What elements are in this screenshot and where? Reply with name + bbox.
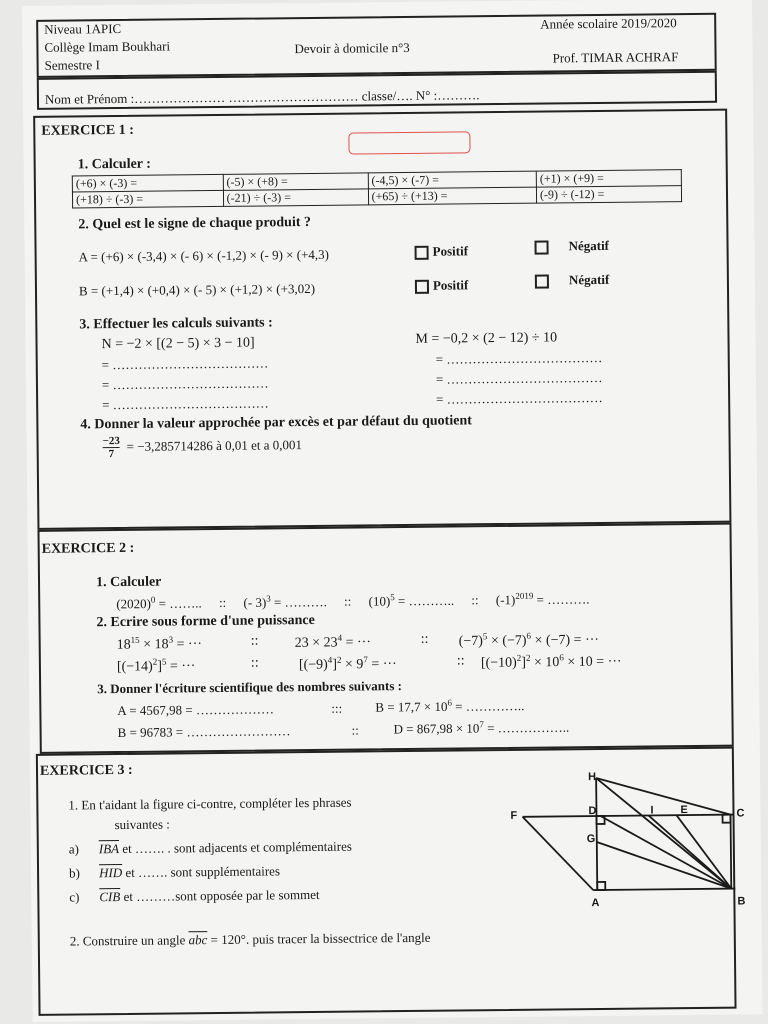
exponent: 5	[390, 592, 395, 603]
exponent: 2	[525, 652, 531, 663]
item-label: a)	[68, 841, 80, 857]
school-year: Année scolaire 2019/2020	[540, 15, 677, 32]
q2-text: = 120°. puis tracer la bissectrice de l'angle	[207, 929, 431, 948]
ex3-q1-line1: 1. En t'aidant la figure ci-contre, compléter les phrases	[68, 794, 352, 813]
ex3-q1-line2: suivantes :	[114, 816, 170, 833]
angle-name: $\overline{abc}$	[188, 932, 208, 948]
answer-line: = ………………………………	[435, 369, 603, 387]
geometry-figure	[508, 762, 750, 915]
power-item-3	[459, 630, 600, 650]
ex2-q2: 2. Ecrire sous forme d'une puissance	[96, 612, 315, 631]
sci-text: D = 867,98 × 10	[393, 720, 480, 737]
highlight-box	[348, 131, 470, 154]
exponent: 5	[482, 631, 488, 642]
power-text: = ···	[342, 635, 372, 651]
point-f: F	[510, 809, 518, 822]
line-fa	[523, 816, 594, 891]
answer-line: = ………………………………	[101, 375, 269, 393]
sci-text: B = 17,7 × 10	[375, 698, 448, 715]
calc-item: = ……….	[270, 594, 327, 610]
answer-line: = ………………………………	[101, 355, 269, 373]
separator: ::	[351, 722, 359, 738]
positive-label: Positif	[432, 243, 469, 259]
name-line: Nom et Prénom :………………… ………………………… classe/…. N° :……….	[44, 87, 480, 107]
exponent: 2019	[515, 590, 534, 601]
power-item-1	[117, 634, 202, 654]
power-text: [(−10)	[480, 655, 517, 671]
exponent: 7	[363, 654, 368, 665]
ex2-q1: 1. Calculer	[95, 574, 162, 591]
exponent: 5	[161, 656, 167, 667]
power-text: [(−9)	[298, 657, 328, 673]
sci-c: B = 96783 = ……………………	[117, 723, 291, 741]
line-ab	[593, 889, 735, 890]
table-cell: (+6) × (-3) =	[72, 174, 223, 192]
sci-text: = …………..	[451, 698, 525, 714]
expr-m: M = −0,2 × (2 − 12) ÷ 10	[415, 330, 558, 347]
item-label: b)	[69, 865, 81, 881]
point-a: A	[591, 897, 600, 910]
calc-item: = ……..	[155, 595, 202, 611]
checkbox[interactable]	[415, 280, 429, 294]
college: Collège Imam Boukhari	[44, 38, 171, 55]
approx-text: = −3,285714286 à 0,01 et a 0,001	[126, 437, 303, 454]
fraction	[102, 435, 120, 460]
power-text: = ···	[367, 656, 397, 673]
power-text: = ···	[166, 658, 196, 675]
power-text: [(−14)	[116, 659, 153, 675]
table-cell: (+1) × (+9) =	[536, 170, 681, 188]
item-text: et ……. . sont adjacents et complémentaires	[118, 838, 352, 857]
ex1-q3: 3. Effectuer les calculs suivants :	[79, 315, 273, 333]
item-text: et ………sont opposée par le sommet	[120, 886, 320, 905]
line-hd	[596, 778, 597, 890]
power-item-6	[481, 652, 622, 672]
line-hc	[596, 777, 730, 816]
ex2-q3: 3. Donner l'écriture scientifique des nombres suivants :	[97, 678, 402, 697]
table-cell: (-5) × (+8) =	[223, 173, 368, 191]
power-text: ]	[332, 657, 338, 673]
separator: ::	[218, 595, 227, 611]
checkbox[interactable]	[535, 275, 549, 289]
exponent: 2	[152, 656, 158, 667]
ex3-title: EXERCICE 3 :	[39, 762, 133, 779]
exponent: 6	[447, 697, 452, 708]
point-e: E	[680, 804, 688, 817]
power-text: ]	[521, 655, 527, 671]
power-text: ]	[157, 659, 163, 675]
power-text: × (−7)	[487, 633, 527, 649]
calc-item: = ………..	[394, 592, 455, 609]
ex3-item-a	[69, 839, 352, 858]
separator: ::	[456, 653, 465, 669]
exponent: 6	[559, 652, 564, 663]
power-text: × 10 = ···	[563, 654, 622, 671]
niveau: Niveau 1APIC	[44, 20, 122, 37]
exponent: 0	[150, 594, 156, 605]
right-angle-c	[723, 815, 731, 823]
ex3-item-b	[69, 863, 280, 881]
table-cell: (+18) ÷ (-3) =	[72, 190, 223, 208]
separator: ::	[250, 633, 259, 649]
ex2-title: EXERCICE 2 :	[41, 540, 135, 557]
power-item-2	[295, 632, 371, 651]
ex1-q4: 4. Donner la valeur approchée par excès et par défaut du quotient	[80, 413, 472, 433]
semestre: Semestre I	[44, 57, 100, 73]
power-item-5	[299, 654, 397, 674]
sci-b	[375, 697, 524, 716]
calc-item: (10)	[368, 593, 391, 609]
checkbox[interactable]	[534, 241, 548, 255]
q2-text: 2. Construire un angle	[69, 932, 189, 949]
table-cell: (+65) ÷ (+13) =	[368, 187, 537, 205]
point-b: B	[737, 895, 746, 908]
answer-line: = ………………………………	[435, 349, 603, 367]
exponent: 2	[516, 652, 522, 663]
power-item-4	[117, 656, 196, 675]
power-text: 18	[116, 637, 131, 653]
expr-a: A = (+6) × (-3,4) × (- 6) × (-1,2) × (- 9) × (+4,3)	[78, 246, 330, 265]
positive-label: Positif	[432, 277, 469, 293]
separator: ::	[420, 631, 429, 647]
exponent: 6	[526, 630, 532, 641]
expr-n: N = −2 × [(2 − 5) × 3 − 10]	[101, 335, 255, 353]
table-cell: (-21) ÷ (-3) =	[223, 189, 368, 207]
right-angle-a	[597, 882, 605, 890]
separator: ::	[250, 655, 259, 671]
calc-item: (- 3)	[243, 594, 267, 611]
item-text: et ……. sont supplémentaires	[122, 863, 281, 880]
fraction-denominator: 7	[108, 448, 115, 461]
line-ib	[649, 815, 732, 890]
power-text: × (−7) = ···	[530, 632, 600, 649]
line-hb	[596, 777, 731, 890]
line-gb	[597, 841, 731, 890]
negative-label: Négatif	[568, 271, 610, 288]
point-i: I	[650, 804, 654, 817]
power-text: × 18	[139, 637, 169, 653]
power-text: × 9	[341, 657, 364, 673]
angle-name: $\overline{HID}$	[99, 864, 123, 881]
line-db	[601, 815, 732, 890]
worksheet	[22, 0, 763, 1022]
item-label: c)	[69, 889, 80, 905]
answer-line: = ………………………………	[436, 389, 603, 407]
answer-line: = ………………………………	[102, 395, 269, 413]
checkbox[interactable]	[415, 246, 429, 260]
point-c: C	[736, 807, 745, 820]
exponent: 4	[337, 632, 343, 643]
calc-item: (-1)	[495, 592, 516, 608]
power-text: = ···	[173, 636, 203, 653]
sci-a: A = 4567,98 = ………………	[117, 701, 275, 719]
option-a-positive[interactable]	[415, 243, 469, 260]
exponent: 7	[479, 719, 484, 730]
table-cell: (-4,5) × (-7) =	[368, 171, 537, 189]
line-cb	[731, 815, 732, 889]
homework-title: Devoir à domicile n°3	[294, 39, 410, 57]
fraction-numerator: −23	[102, 434, 120, 448]
line-eb	[677, 815, 732, 890]
table-cell: (-9) ÷ (-12) =	[536, 186, 681, 204]
ex1-q2: 2. Quel est le signe de chaque produit ?	[78, 214, 312, 233]
calc-item: (2020)	[116, 596, 152, 612]
ex3-item-c	[69, 887, 319, 906]
option-b-negative[interactable]	[535, 272, 610, 289]
power-text: 23 × 23	[294, 635, 338, 651]
power-text: × 10	[530, 655, 560, 671]
point-d: D	[588, 805, 597, 818]
line-fc	[523, 815, 735, 817]
separator: ::	[344, 593, 352, 609]
ex1-q1: 1. Calculer :	[77, 156, 151, 173]
power-text: (−7)	[458, 633, 483, 650]
exponent: 3	[168, 634, 174, 645]
expr-b: B = (+1,4) × (+0,4) × (- 5) × (+1,2) × (+3,02)	[78, 280, 316, 299]
calc-item: = ……….	[533, 591, 590, 608]
sci-d	[393, 718, 569, 737]
negative-label: Négatif	[568, 237, 610, 254]
option-a-negative[interactable]	[534, 238, 609, 255]
separator: ::	[471, 592, 479, 608]
sci-text: = ……………..	[483, 719, 570, 736]
exponent: 15	[130, 634, 140, 645]
point-h: H	[588, 771, 597, 784]
option-b-positive[interactable]	[415, 277, 469, 294]
prof-name: Prof. TIMAR ACHRAF	[552, 49, 679, 66]
exponent: 4	[327, 654, 333, 665]
separator: :::	[331, 700, 343, 716]
angle-name: $\overline{CIB}$	[99, 889, 121, 905]
point-g: G	[586, 833, 596, 846]
angle-name: $\overline{IBA}$	[98, 841, 120, 857]
exponent: 3	[266, 593, 271, 604]
ex1-title: EXERCICE 1 :	[41, 122, 134, 139]
exponent: 2	[336, 654, 342, 665]
calc-table	[72, 169, 682, 208]
